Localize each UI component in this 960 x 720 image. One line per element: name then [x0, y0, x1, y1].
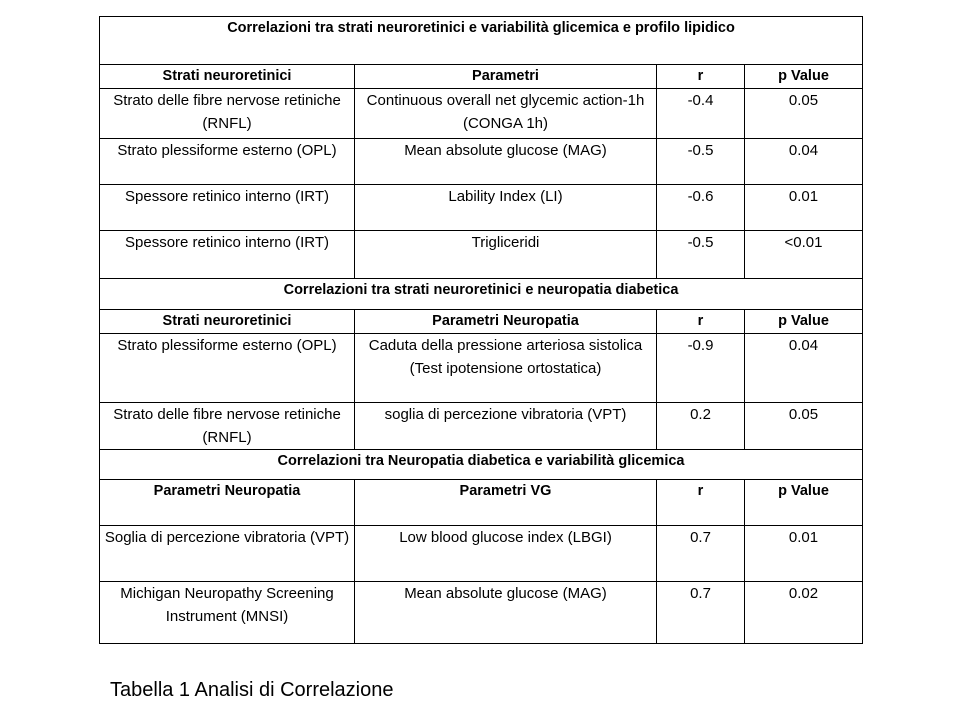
table-cell: 0.05	[745, 403, 863, 450]
section-title: Correlazioni tra Neuropatia diabetica e variabilità glicemica	[100, 450, 863, 480]
table-cell: 0.05	[745, 89, 863, 139]
table-cell: 0.04	[745, 334, 863, 403]
table-cell: -0.5	[657, 139, 745, 185]
table-cell: Strato plessiforme esterno (OPL)	[100, 139, 355, 185]
table-cell: Spessore retinico interno (IRT)	[100, 185, 355, 231]
section-title-row	[100, 17, 863, 65]
table-row	[100, 334, 863, 403]
table-row	[100, 526, 863, 582]
table-cell: Soglia di percezione vibratoria (VPT)	[100, 526, 355, 582]
section-title-row	[100, 279, 863, 310]
column-header: p Value	[745, 65, 863, 89]
column-header: Strati neuroretinici	[100, 310, 355, 334]
table-cell: Lability Index (LI)	[355, 185, 657, 231]
table-cell: Continuous overall net glycemic action-1h (CONGA 1h)	[355, 89, 657, 139]
table-cell: <0.01	[745, 231, 863, 279]
table-row	[100, 185, 863, 231]
table-cell: Mean absolute glucose (MAG)	[355, 582, 657, 644]
table-cell: 0.02	[745, 582, 863, 644]
table-cell: soglia di percezione vibratoria (VPT)	[355, 403, 657, 450]
section-title: Correlazioni tra strati neuroretinici e neuropatia diabetica	[100, 279, 863, 310]
table-cell: 0.04	[745, 139, 863, 185]
table-cell: 0.01	[745, 185, 863, 231]
table-row	[100, 139, 863, 185]
table-cell: -0.6	[657, 185, 745, 231]
table-cell: Spessore retinico interno (IRT)	[100, 231, 355, 279]
header-row	[100, 480, 863, 526]
table-cell: 0.7	[657, 582, 745, 644]
correlation-table	[99, 16, 863, 644]
section-title-row	[100, 450, 863, 480]
correlation-table-body	[100, 17, 863, 644]
table-cell: Mean absolute glucose (MAG)	[355, 139, 657, 185]
column-header: p Value	[745, 310, 863, 334]
column-header: Parametri	[355, 65, 657, 89]
table-cell: Strato plessiforme esterno (OPL)	[100, 334, 355, 403]
column-header: r	[657, 310, 745, 334]
table-cell: -0.4	[657, 89, 745, 139]
column-header: Parametri Neuropatia	[100, 480, 355, 526]
table-caption: Tabella 1 Analisi di Correlazione	[110, 679, 394, 701]
column-header: Parametri Neuropatia	[355, 310, 657, 334]
table-row	[100, 403, 863, 450]
column-header: Parametri VG	[355, 480, 657, 526]
table-cell: -0.5	[657, 231, 745, 279]
table-cell: 0.7	[657, 526, 745, 582]
table-row	[100, 89, 863, 139]
section-title: Correlazioni tra strati neuroretinici e variabilità glicemica e profilo lipidico	[100, 17, 863, 65]
table-cell: 0.2	[657, 403, 745, 450]
table-cell: Michigan Neuropathy Screening Instrument (MNSI)	[100, 582, 355, 644]
table-cell: Low blood glucose index (LBGI)	[355, 526, 657, 582]
column-header: r	[657, 65, 745, 89]
table-cell: Caduta della pressione arteriosa sistolica (Test ipotensione ortostatica)	[355, 334, 657, 403]
table-row	[100, 231, 863, 279]
header-row	[100, 65, 863, 89]
table-row	[100, 582, 863, 644]
table-cell: -0.9	[657, 334, 745, 403]
header-row	[100, 310, 863, 334]
table-cell: Strato delle fibre nervose retiniche (RNFL)	[100, 403, 355, 450]
column-header: r	[657, 480, 745, 526]
table-cell: 0.01	[745, 526, 863, 582]
table-cell: Strato delle fibre nervose retiniche (RNFL)	[100, 89, 355, 139]
table-cell: Trigliceridi	[355, 231, 657, 279]
column-header: Strati neuroretinici	[100, 65, 355, 89]
column-header: p Value	[745, 480, 863, 526]
